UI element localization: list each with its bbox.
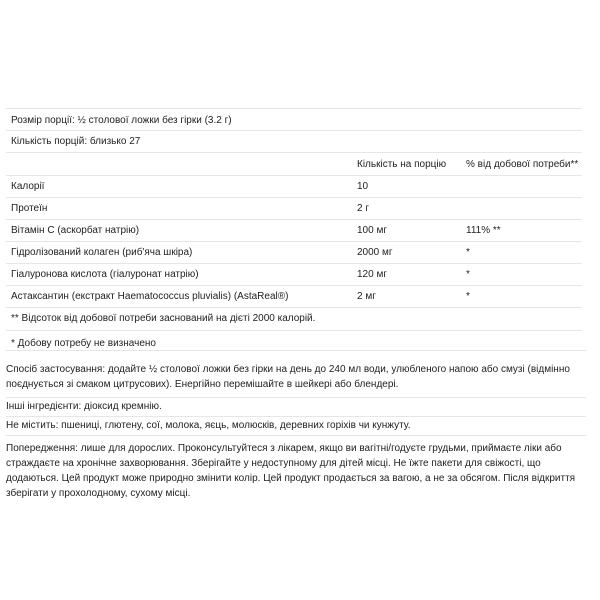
- nutrient-dv: 111% **: [466, 225, 501, 236]
- nutrient-amount: 2 г: [357, 203, 369, 214]
- other-ingredients: Інші інгредієнти: діоксид кремнію.: [6, 401, 162, 412]
- table-row: [6, 285, 582, 307]
- nutrient-dv: *: [466, 269, 470, 280]
- nutrient-name: Вітамін С (аскорбат натрію): [11, 225, 140, 236]
- nutrient-name: Гідролізований колаген (риб'яча шкіра): [11, 247, 193, 258]
- divider: [6, 416, 586, 417]
- nutrient-dv: *: [466, 291, 470, 302]
- servings-count: Кількість порцій: близько 27: [11, 136, 141, 147]
- serving-size-row: [6, 108, 582, 130]
- free-from: Не містить: пшениці, глютену, сої, молока, яєць, молюсків, деревних горіхів чи кунжуту.: [6, 420, 411, 431]
- footnote-row: [6, 307, 582, 330]
- nutrient-dv: *: [466, 247, 470, 258]
- nutrient-name: Протеїн: [11, 203, 48, 214]
- nutrient-amount: 100 мг: [357, 225, 387, 236]
- nutrient-amount: 10: [357, 181, 369, 192]
- header-daily-value: % від добової потреби**: [466, 159, 579, 170]
- header-amount: Кількість на порцію: [357, 159, 447, 170]
- footnote-row: [6, 330, 582, 352]
- nutrient-name: Калорії: [11, 181, 45, 192]
- nutrient-amount: 120 мг: [357, 269, 387, 280]
- table-row: [6, 241, 582, 263]
- divider: [6, 350, 586, 351]
- servings-count-row: [6, 130, 582, 152]
- table-row: [6, 263, 582, 285]
- warning: Попередження: лише для дорослих. Проконсультуйтеся з лікарем, якщо ви вагітні/годуєте грудьми, приймаєте ліки або страждаєте на хронічне захворювання. Зберігайте у недоступному для дітей місці. Не їжте пакети для свіжості, що додаються. Цей продукт може природно змінити колір. Цей продукт продається за вагою, а не за обсягом. Після відкриття зберігати у прохолодному, сухому місці.: [6, 443, 576, 499]
- usage-instructions: Спосіб застосування: додайте ½ столової ложки без гірки на день до 240 мл води, улюбленого напою або смузі (відмінно поєднується зі смаком цитрусових). Енергійно перемішайте в шейкері або блендері.: [6, 364, 570, 390]
- divider: [6, 435, 586, 436]
- nutrient-amount: 2 мг: [357, 291, 376, 302]
- supplement-facts-table: [6, 108, 582, 352]
- table-header-row: [6, 152, 582, 175]
- nutrient-amount: 2000 мг: [357, 247, 393, 258]
- serving-size: Розмір порції: ½ столової ложки без гірки (3.2 г): [11, 115, 232, 126]
- table-row: [6, 175, 582, 197]
- nutrient-name: Астаксантин (екстракт Haematococcus pluvialis) (AstaReal®): [11, 291, 289, 302]
- table-row: [6, 197, 582, 219]
- footnote-not-established: * Добову потребу не визначено: [11, 338, 156, 349]
- divider: [6, 397, 586, 398]
- nutrient-name: Гіалуронова кислота (гіалуронат натрію): [11, 269, 199, 280]
- footnote-daily-value: ** Відсоток від добової потреби заснований на дієті 2000 калорій.: [11, 313, 316, 324]
- table-row: [6, 219, 582, 241]
